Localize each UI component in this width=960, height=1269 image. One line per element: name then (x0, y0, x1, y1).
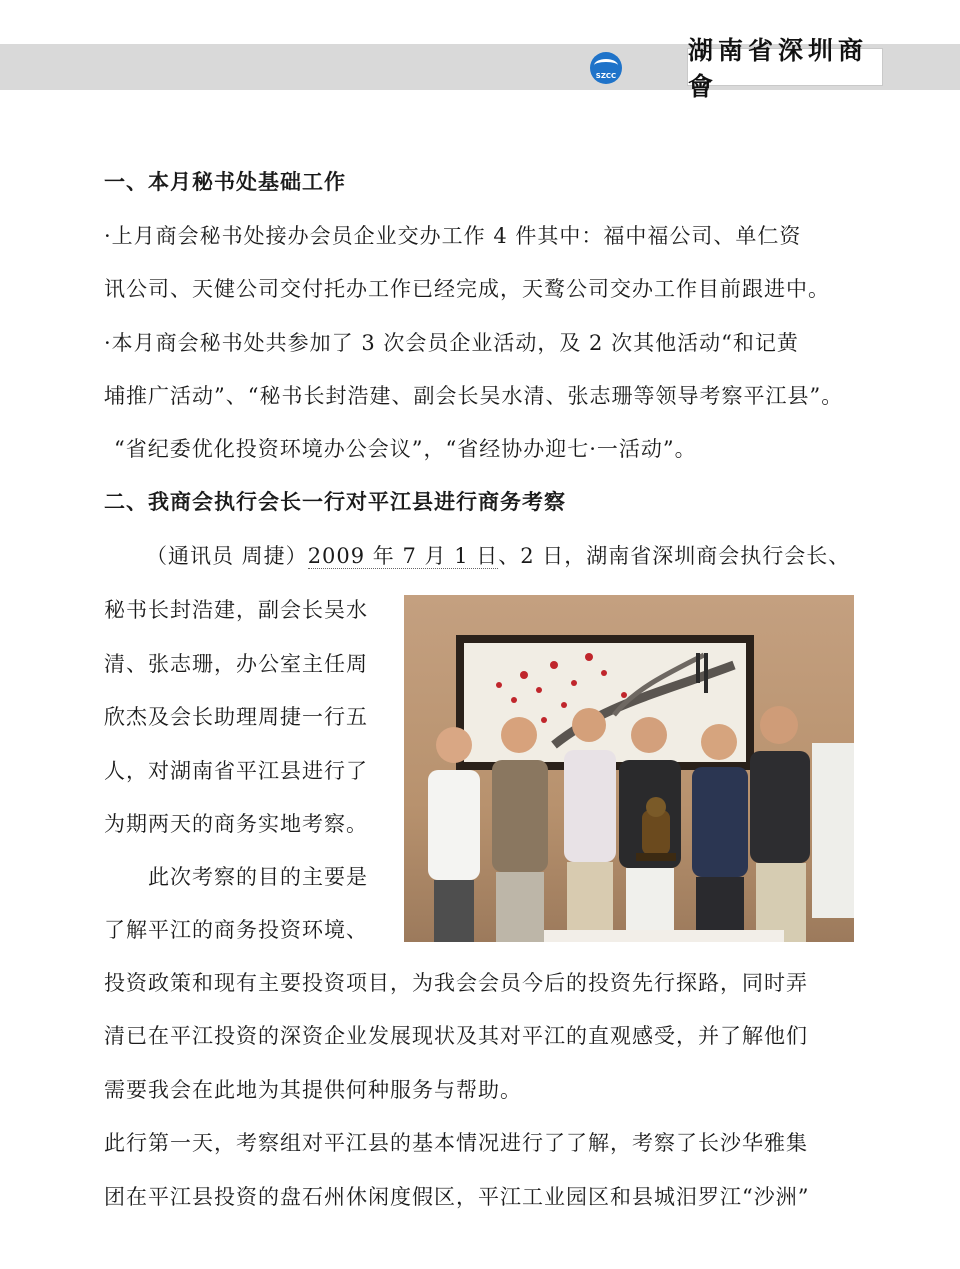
section1-line: ·本月商会秘书处共参加了 3 次会员企业活动，及 2 次其他活动“和记黄 (104, 331, 799, 355)
section1-line: ·上月商会秘书处接办会员企业交办工作 4 件其中：福中福公司、单仁资 (104, 224, 802, 248)
section1-title: 一、本月秘书处基础工作 (104, 169, 346, 194)
wrapped-line: 人，对湖南省平江县进行了 (104, 759, 368, 783)
wrapped-line: 了解平江的商务投资环境、 (104, 918, 368, 942)
section1-line: 埔推广活动”、“秘书长封浩建、副会长吴水清、张志珊等领导考察平江县”。 (104, 384, 844, 408)
section1-line: 讯公司、天健公司交付托办工作已经完成，天鹜公司交办工作目前跟进中。 (104, 277, 830, 301)
body-line: 需要我会在此地为其提供何种服务与帮助。 (104, 1078, 522, 1102)
wrapped-line: 清、张志珊，办公室主任周 (104, 652, 368, 676)
wrapped-line: 此次考察的目的主要是 (148, 865, 368, 889)
logo-text: SZCC (595, 72, 617, 80)
group-photo-illustration (404, 595, 854, 942)
reporter-credit: （通讯员 周捷） (146, 544, 308, 568)
section1-line: “省纪委优化投资环境办公会议”，“省经协办迎七·一活动”。 (114, 437, 697, 461)
body-line: 投资政策和现有主要投资项目，为我会会员今后的投资先行探路，同时弄 (104, 971, 808, 995)
body-line: 清已在平江投资的深资企业发展现状及其对平江的直观感受，并了解他们 (104, 1024, 808, 1048)
brand-title: 湖南省深圳商會 (687, 48, 883, 86)
group-photo (404, 595, 854, 942)
chamber-logo-icon (590, 52, 622, 84)
intro-rest: 、2 日，湖南省深圳商会执行会长、 (498, 544, 851, 568)
section2-title: 二、我商会执行会长一行对平江县进行商务考察 (104, 489, 566, 514)
wrapped-line: 欣杰及会长助理周捷一行五 (104, 705, 368, 729)
wrapped-line: 为期两天的商务实地考察。 (104, 812, 368, 836)
wrapped-line: 秘书长封浩建，副会长吴水 (104, 598, 368, 622)
body-line: 此行第一天，考察组对平江县的基本情况进行了了解，考察了长沙华雅集 (104, 1131, 808, 1155)
body-line: 团在平江县投资的盘石州休闲度假区，平江工业园区和县城汨罗江“沙洲” (104, 1185, 810, 1209)
section2-intro (146, 541, 850, 571)
intro-date: 2009 年 7 月 1 日 (307, 544, 499, 568)
